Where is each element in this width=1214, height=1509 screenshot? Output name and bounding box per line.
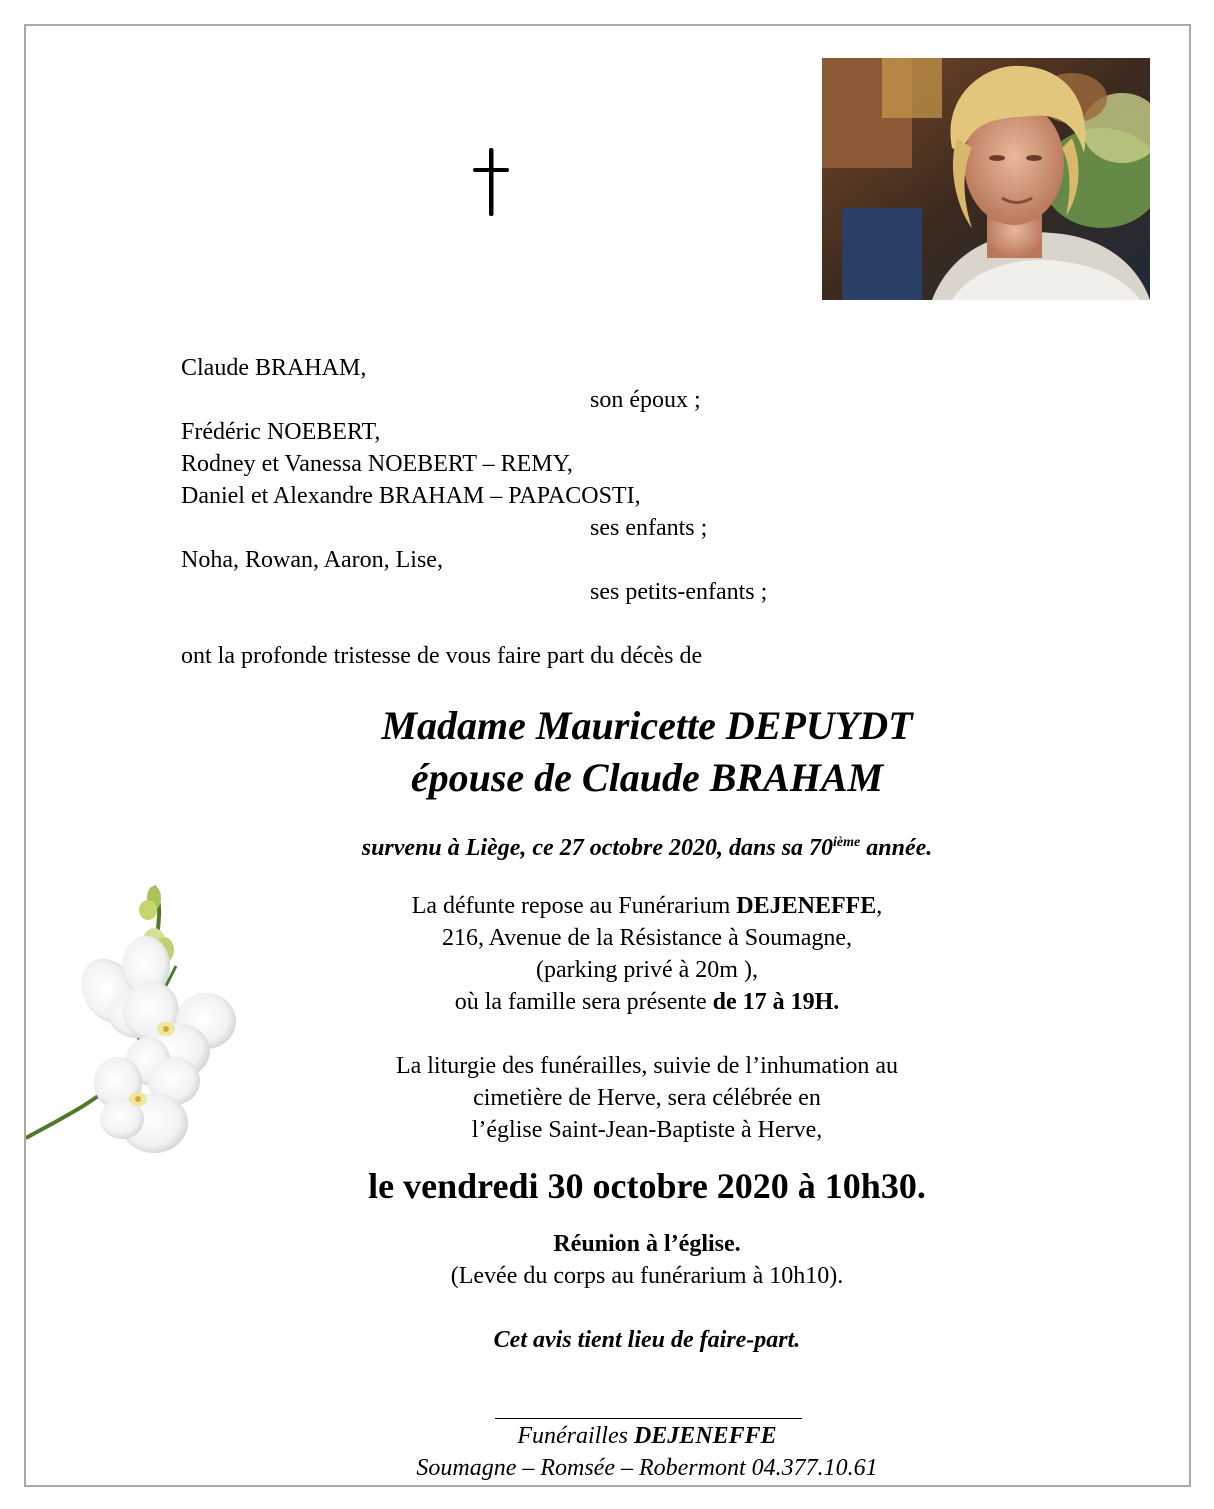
meeting-place: Réunion à l’église.	[553, 1231, 741, 1257]
children-role: ses enfants ;	[590, 515, 708, 541]
announcement-text: ont la profonde tristesse de vous faire part du décès de	[181, 643, 703, 669]
footer-divider	[495, 1418, 802, 1419]
levee-info: (Levée du corps au funérarium à 10h10).	[450, 1263, 844, 1289]
liturgy-line-1: La liturgie des funérailles, suivie de l’inhumation au	[395, 1053, 899, 1079]
spouse-name: Claude BRAHAM,	[181, 355, 367, 381]
death-details-suffix: année.	[860, 835, 933, 861]
footer-company-text: Funérailles	[517, 1423, 634, 1449]
liturgy-line-2: cimetière de Herve, sera célébrée en	[473, 1085, 821, 1111]
ceremony-date: le vendredi 30 octobre 2020 à 10h30.	[368, 1166, 926, 1206]
spouse-role: son époux ;	[590, 387, 701, 413]
rest-parking: (parking privé à 20m ),	[536, 957, 758, 983]
orchid-illustration	[26, 876, 276, 1166]
notice-text: Cet avis tient lieu de faire-part.	[493, 1327, 801, 1353]
portrait-photo	[822, 58, 1150, 300]
footer-company-name: DEJENEFFE	[633, 1423, 777, 1449]
funeral-home-name: DEJENEFFE	[736, 893, 877, 919]
rest-hours-text: où la famille sera présente	[454, 989, 713, 1015]
church-name: l’église Saint-Jean-Baptiste à Herve	[471, 1117, 817, 1143]
deceased-spouse-line: épouse de Claude BRAHAM	[410, 755, 884, 800]
grandchildren-names: Noha, Rowan, Aaron, Lise,	[181, 547, 443, 573]
death-details-text: survenu à Liège, ce 27 octobre 2020, dans sa 70	[361, 835, 834, 861]
grandchildren-role: ses petits-enfants ;	[590, 579, 768, 605]
rest-line-1-punct: ,	[876, 893, 883, 919]
death-details	[40, 832, 1214, 864]
child-name: Rodney et Vanessa NOEBERT – REMY,	[181, 451, 573, 477]
rest-address: 216, Avenue de la Résistance à Soumagne,	[441, 925, 853, 951]
ordinal-superscript: ième	[833, 835, 861, 850]
rest-line-1-text: La défunte repose au Funérarium	[411, 893, 737, 919]
footer-company	[40, 1420, 1214, 1452]
liturgy-line-3-punct: ,	[816, 1117, 823, 1143]
deceased-name: Madame Mauricette DEPUYDT	[381, 703, 913, 748]
footer-locations: Soumagne – Romsée – Robermont 04.377.10.61	[416, 1455, 878, 1481]
child-name: Frédéric NOEBERT,	[181, 419, 381, 445]
cross-icon	[473, 148, 509, 218]
visiting-hours: de 17 à 19H.	[712, 989, 840, 1015]
child-name: Daniel et Alexandre BRAHAM – PAPACOSTI,	[181, 483, 641, 509]
